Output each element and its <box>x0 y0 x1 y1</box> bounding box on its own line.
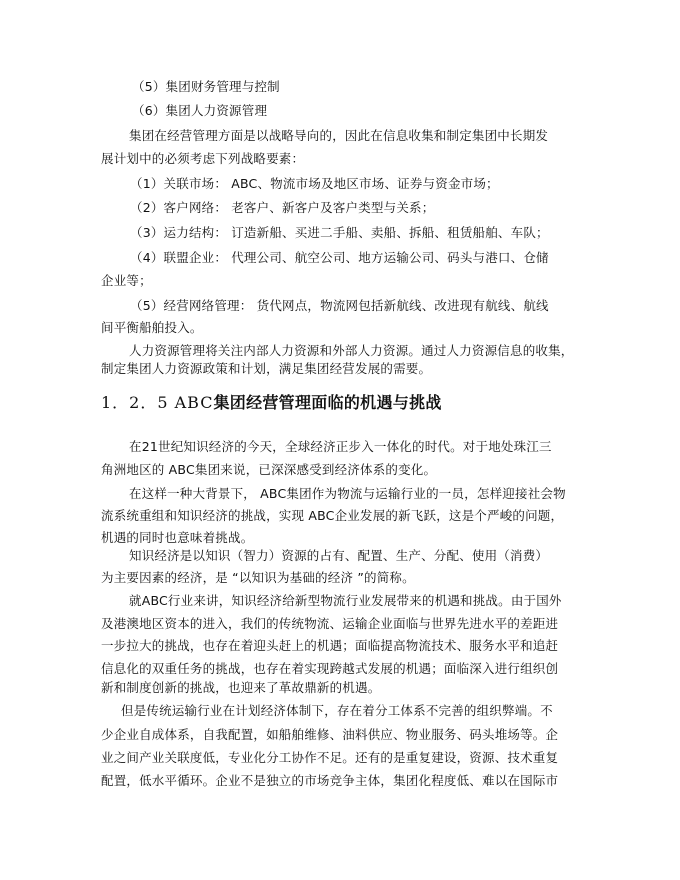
section-heading <box>101 393 442 413</box>
para-1-line-1: 在21世纪知识经济的今天，全球经济正步入一体化的时代。对于地处珠江三 <box>129 439 552 454</box>
para-2-line-2: 流系统重组和知识经济的挑战，实现 ABC企业发展的新飞跃，这是个严峻的问题， <box>101 508 564 523</box>
list-item-hr: （6）集团人力资源管理 <box>132 103 268 118</box>
factor-customer-network: （2）客户网络： 老客户、新客户及客户类型与关系； <box>130 200 435 215</box>
factor-network-line-2: 间平衡船舶投入。 <box>101 320 203 335</box>
factor-alliance-line-2: 企业等； <box>101 273 152 288</box>
para-3-line-2: 为主要因素的经济，是 “以知识为基础的经济 ”的简称。 <box>101 570 415 585</box>
para-3-line-1: 知识经济是以知识（智力）资源的占有、配置、生产、分配、使用（消费） <box>129 548 549 563</box>
para-5-line-3: 业之间产业关联度低，专业化分工协作不足。还有的是重复建设，资源、技术重复 <box>101 750 559 765</box>
para-5-line-1: 但是传统运输行业在计划经济体制下，存在着分工体系不完善的组织弊端。不 <box>121 703 553 718</box>
section-number: 1．2．5 ABC <box>101 393 214 412</box>
para-4-line-3: 一步拉大的挑战，也存在着迎头赶上的机遇；面临提高物流技术、服务水平和追赶 <box>101 638 559 653</box>
factor-alliance-line-1: （4）联盟企业： 代理公司、航空公司、地方运输公司、码头与港口、仓储 <box>130 250 549 265</box>
para-5-line-2: 少企业自成体系，自我配置，如船舶维修、油料供应、物业服务、码头堆场等。企 <box>101 727 559 742</box>
hr-paragraph-line-2: 制定集团人力资源政策和计划，满足集团经营发展的需要。 <box>101 361 432 376</box>
list-item-finance: （5）集团财务管理与控制 <box>132 79 280 94</box>
section-title: 集团经营管理面临的机遇与挑战 <box>213 393 442 412</box>
para-4-line-5: 新和制度创新的挑战，也迎来了革故鼎新的机遇。 <box>101 680 381 695</box>
factor-capacity-structure: （3）运力结构： 订造新船、买进二手船、卖船、拆船、租赁船舶、车队； <box>130 225 549 240</box>
para-4-line-2: 及港澳地区资本的进入，我们的传统物流、运输企业面临与世界先进水平的差距进 <box>101 616 559 631</box>
para-5-line-4: 配置，低水平循环。企业不是独立的市场竞争主体，集团化程度低、难以在国际市 <box>101 773 559 788</box>
para-1-line-2: 角洲地区的 ABC集团来说，已深深感受到经济体系的变化。 <box>101 462 437 477</box>
factor-network-line-1: （5）经营网络管理： 货代网点，物流网包括新航线、改进现有航线、航线 <box>130 298 549 313</box>
factor-related-market: （1）关联市场： ABC、物流市场及地区市场、证券与资金市场； <box>130 176 499 191</box>
strategy-intro-line-1: 集团在经营管理方面是以战略导向的，因此在信息收集和制定集团中长期发 <box>129 128 549 143</box>
para-4-line-1: 就ABC行业来讲，知识经济给新型物流行业发展带来的机遇和挑战。由于国外 <box>129 593 562 608</box>
strategy-intro-line-2: 展计划中的必须考虑下列战略要素： <box>101 151 305 166</box>
para-4-line-4: 信息化的双重任务的挑战，也存在着实现跨越式发展的机遇；面临深入进行组织创 <box>101 661 559 676</box>
hr-paragraph-line-1: 人力资源管理将关注内部人力资源和外部人力资源。通过人力资源信息的收集， <box>129 343 574 358</box>
para-2-line-1: 在这样一种大背景下， ABC集团作为物流与运输行业的一员，怎样迎接社会物 <box>129 486 566 501</box>
para-2-line-3: 机遇的同时也意味着挑战。 <box>101 530 254 545</box>
